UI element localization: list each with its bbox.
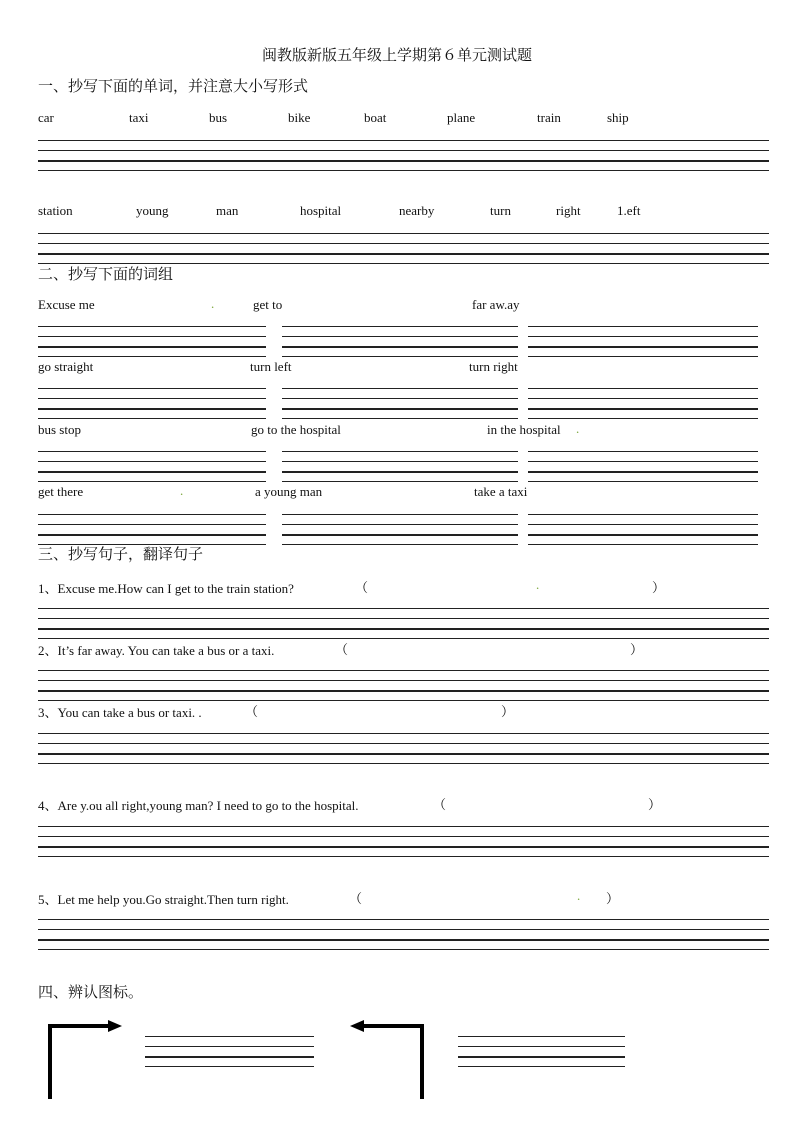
- writing-lines[interactable]: [528, 326, 758, 357]
- writing-lines[interactable]: [38, 326, 266, 357]
- writing-lines[interactable]: [38, 670, 769, 701]
- paren-close: ）: [652, 580, 666, 595]
- paren-open: （: [335, 642, 349, 657]
- writing-lines[interactable]: [38, 233, 769, 264]
- stray-dot: .: [576, 421, 580, 436]
- paren-open: （: [245, 704, 259, 719]
- stray-dot: .: [577, 888, 581, 903]
- word-station: station: [38, 203, 73, 218]
- phrase-go-straight: go straight: [38, 359, 94, 374]
- stray-dot: .: [180, 483, 184, 498]
- section-4-heading: 四、辨认图标。: [38, 983, 144, 1001]
- phrase-take-a-taxi: take a taxi: [474, 484, 528, 499]
- sentence-1: 1、Excuse me.How can I get to the train station?: [38, 581, 294, 596]
- phrase-turn-left: turn left: [250, 359, 292, 374]
- word-bus: bus: [209, 110, 228, 125]
- word-man: man: [216, 203, 239, 218]
- phrase-far-away: far aw.ay: [472, 297, 520, 312]
- writing-lines[interactable]: [38, 919, 769, 950]
- paren-open: （: [349, 891, 363, 906]
- writing-lines[interactable]: [528, 514, 758, 545]
- writing-lines[interactable]: [458, 1036, 625, 1067]
- section-3-heading: 三、抄写句子，翻译句子: [38, 545, 204, 563]
- word-taxi: taxi: [129, 110, 149, 125]
- phrase-excuse-me: Excuse me: [38, 297, 95, 312]
- word-ship: ship: [607, 110, 629, 125]
- sentence-3: 3、You can take a bus or taxi. .: [38, 705, 202, 720]
- paren-close: ）: [630, 642, 644, 657]
- word-turn: turn: [490, 203, 511, 218]
- paren-close: ）: [606, 891, 620, 906]
- writing-lines[interactable]: [282, 451, 518, 482]
- stray-dot: .: [536, 577, 540, 592]
- word-boat: boat: [364, 110, 387, 125]
- writing-lines[interactable]: [282, 326, 518, 357]
- paren-close: ）: [501, 704, 515, 719]
- phrase-a-young-man: a young man: [255, 484, 323, 499]
- writing-lines[interactable]: [282, 514, 518, 545]
- sentence-2: 2、It’s far away. You can take a bus or a taxi.: [38, 643, 275, 658]
- paren-open: （: [433, 797, 447, 812]
- writing-lines[interactable]: [38, 140, 769, 171]
- page-title: 闽教版新版五年级上学期第６单元测试题: [261, 48, 532, 64]
- writing-lines[interactable]: [145, 1036, 314, 1067]
- paren-close: ）: [648, 797, 662, 812]
- writing-lines[interactable]: [38, 826, 769, 857]
- phrase-get-there: get there: [38, 484, 84, 499]
- phrase-turn-right: turn right: [469, 359, 518, 374]
- word-left: 1.eft: [617, 203, 641, 218]
- writing-lines[interactable]: [38, 451, 266, 482]
- writing-lines[interactable]: [38, 733, 769, 764]
- writing-lines[interactable]: [38, 514, 266, 545]
- turn-right-arrow-icon: [44, 1015, 126, 1101]
- phrase-get-to: get to: [253, 297, 283, 312]
- phrase-go-to-the-hospital: go to the hospital: [251, 422, 341, 437]
- sentence-4: 4、Are y.ou all right,young man? I need to go to the hospital.: [38, 798, 359, 813]
- phrase-bus-stop: bus stop: [38, 422, 81, 437]
- word-car: car: [38, 110, 54, 125]
- word-right: right: [556, 203, 581, 218]
- word-plane: plane: [447, 110, 476, 125]
- stray-dot: .: [211, 296, 215, 311]
- word-nearby: nearby: [399, 203, 435, 218]
- word-bike: bike: [288, 110, 311, 125]
- paren-open: （: [355, 580, 369, 595]
- word-young: young: [136, 203, 169, 218]
- section-2-heading: 二、抄写下面的词组: [38, 265, 174, 283]
- word-hospital: hospital: [300, 203, 342, 218]
- writing-lines[interactable]: [38, 608, 769, 639]
- writing-lines[interactable]: [528, 388, 758, 419]
- phrase-in-the-hospital: in the hospital: [487, 422, 561, 437]
- word-train: train: [537, 110, 561, 125]
- sentence-5: 5、Let me help you.Go straight.Then turn right.: [38, 892, 289, 907]
- writing-lines[interactable]: [282, 388, 518, 419]
- writing-lines[interactable]: [38, 388, 266, 419]
- section-1-heading: 一、抄写下面的单词，并注意大小写形式: [38, 77, 309, 95]
- turn-left-arrow-icon: [346, 1015, 428, 1101]
- writing-lines[interactable]: [528, 451, 758, 482]
